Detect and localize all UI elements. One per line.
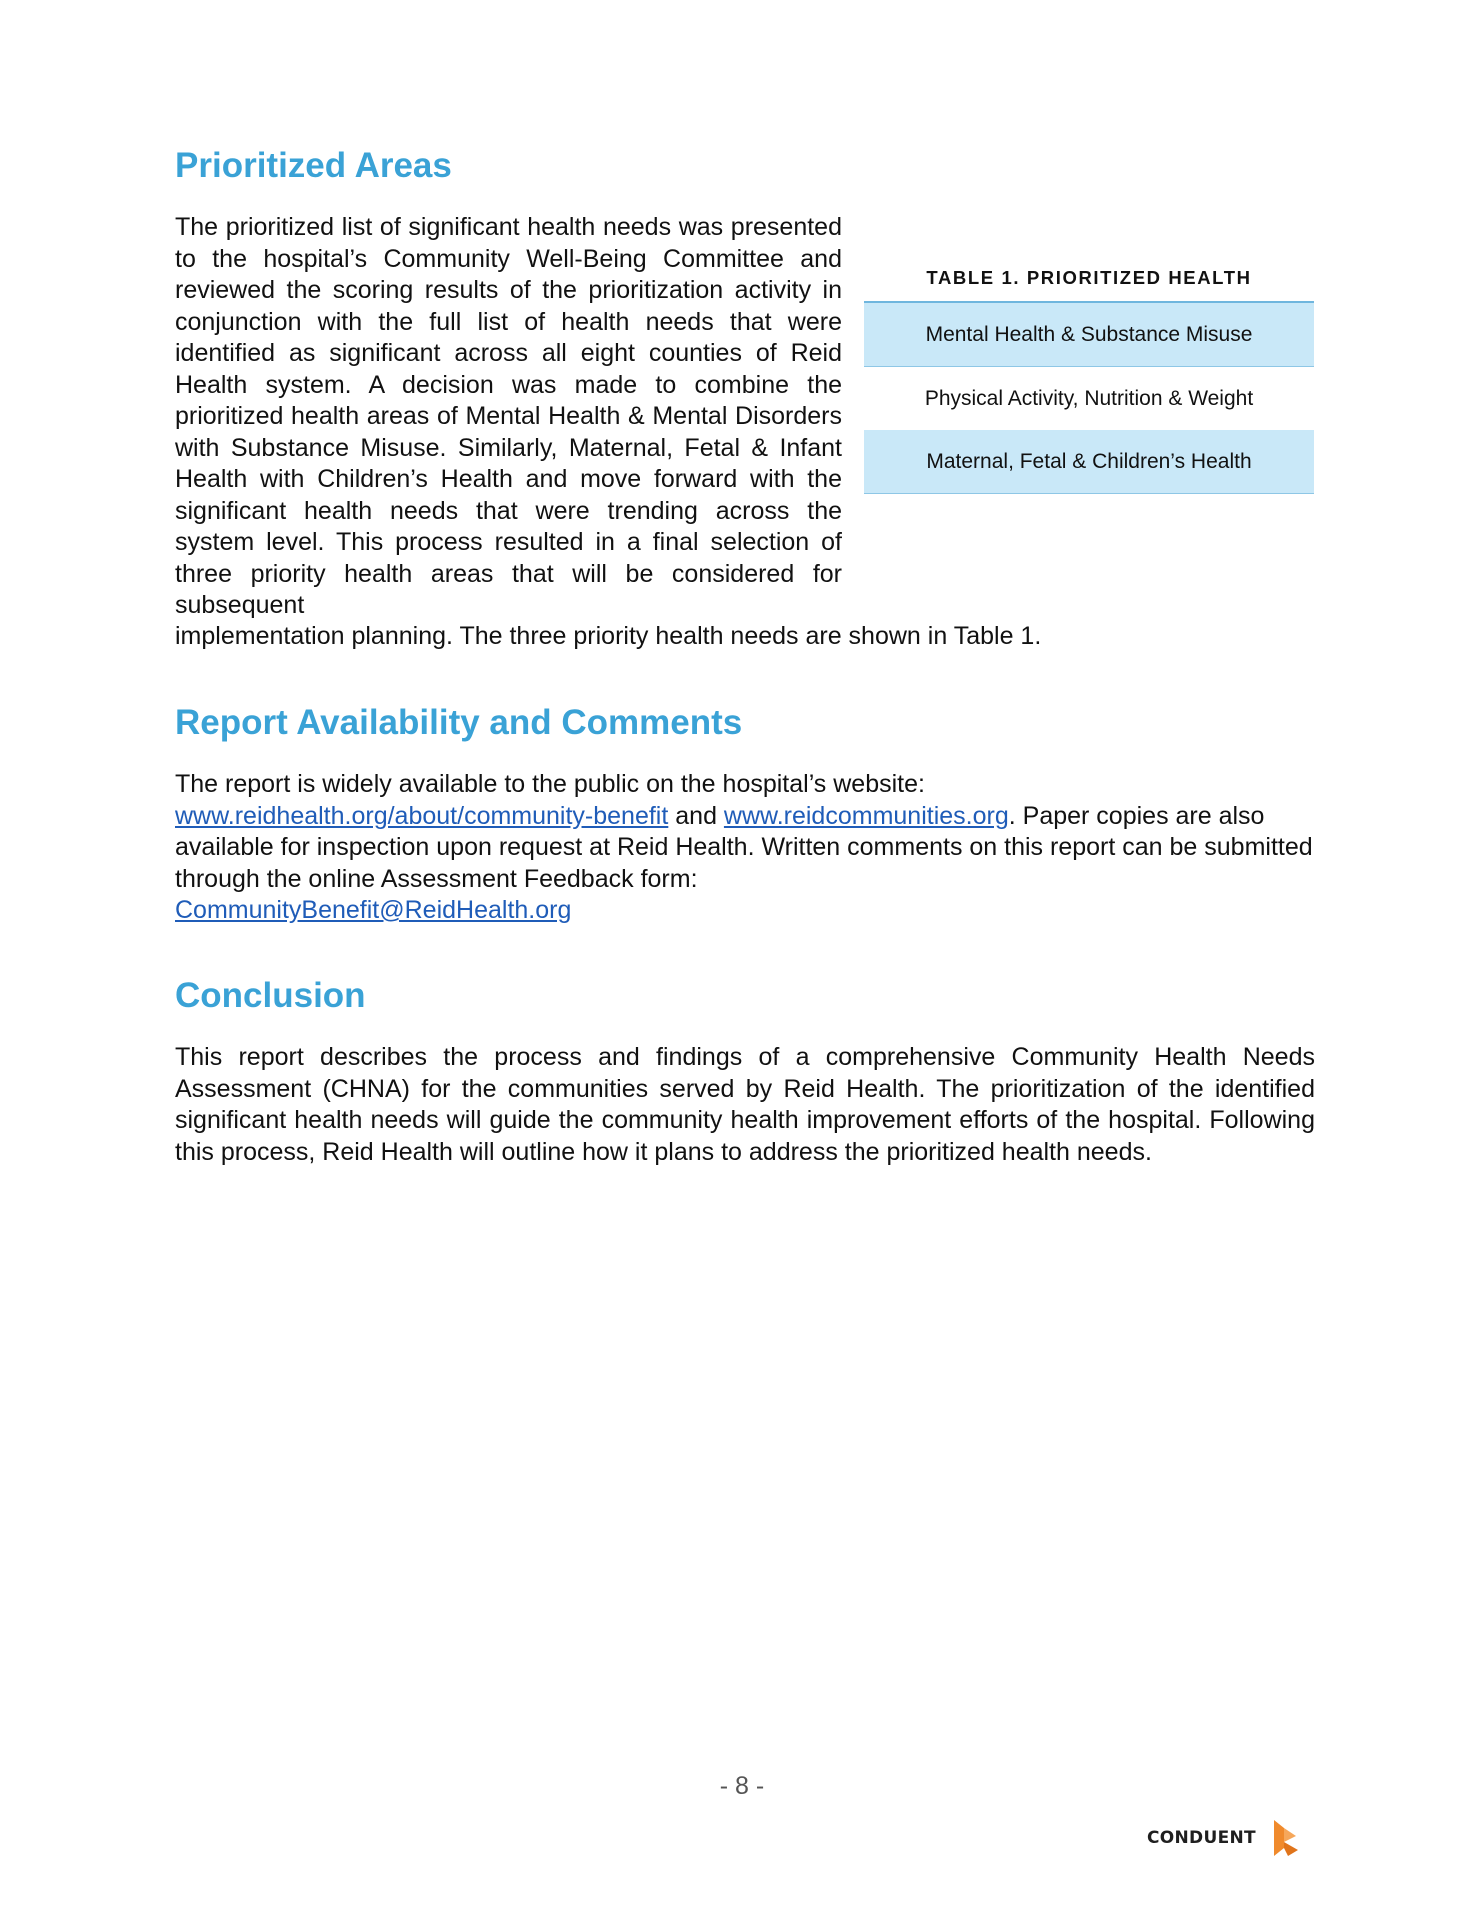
prioritized-health-table xyxy=(864,255,1314,494)
and-text: and xyxy=(668,801,724,830)
heading-report-availability: Report Availability and Comments xyxy=(175,703,743,742)
conclusion-paragraph: This report describes the process and findings of a comprehensive Community Health Needs Assessment (CHNA) for the communities served by Reid Health. The prioritization of the identified significant health needs will guide the community health improvement efforts of the hospital. Following this process, Reid Health will outline how it plans to address the prioritized health needs. xyxy=(175,1043,1315,1166)
report-after-links: . Paper copies are also available for inspection upon request at Reid Health. Written comments on this report can be submitted through the online Assessment Feedback form: xyxy=(175,801,1313,893)
heading-conclusion: Conclusion xyxy=(175,976,366,1015)
logo-text: CONDUENT xyxy=(1147,1828,1256,1848)
report-line1: The report is widely available to the public on the hospital’s website: xyxy=(175,770,925,798)
reidcommunities-link[interactable]: www.reidcommunities.org xyxy=(723,801,1009,830)
conduent-logo xyxy=(1147,1818,1302,1858)
table-caption: TABLE 1. PRIORITIZED HEALTH xyxy=(926,267,1252,288)
prioritized-areas-paragraph: The prioritized list of significant health needs was presented to the hospital’s Community Well-Being Committee and reviewed the scoring results of the prioritization activity in conjunction with the full list of health needs that were identified as significant across all eight counties of Reid Health system. A decision was made to combine the prioritized health areas of Mental Health & Mental Disorders with Substance Misuse. Similarly, Maternal, Fetal & Infant Health with Children’s Health and move forward with the significant health needs that were trending across the system level. This process resulted in a final selection of three priority health areas that will be considered for subsequent xyxy=(175,213,842,619)
table-row: Physical Activity, Nutrition & Weight xyxy=(924,386,1254,410)
table-row: Maternal, Fetal & Children’s Health xyxy=(864,430,1314,494)
report-availability-paragraph xyxy=(175,769,1315,927)
prioritized-areas-paragraph-end: implementation planning. The three priority health needs are shown in Table 1. xyxy=(175,622,1042,650)
heading-prioritized-areas: Prioritized Areas xyxy=(175,146,452,185)
email-link[interactable]: CommunityBenefit@ReidHealth.org xyxy=(175,896,572,924)
community-benefit-link[interactable]: www.reidhealth.org/about/community-benefit xyxy=(175,801,669,830)
conduent-mark-icon xyxy=(1262,1818,1302,1858)
page-number: - 8 - xyxy=(719,1772,765,1800)
table-row: Mental Health & Substance Misuse xyxy=(864,303,1314,367)
